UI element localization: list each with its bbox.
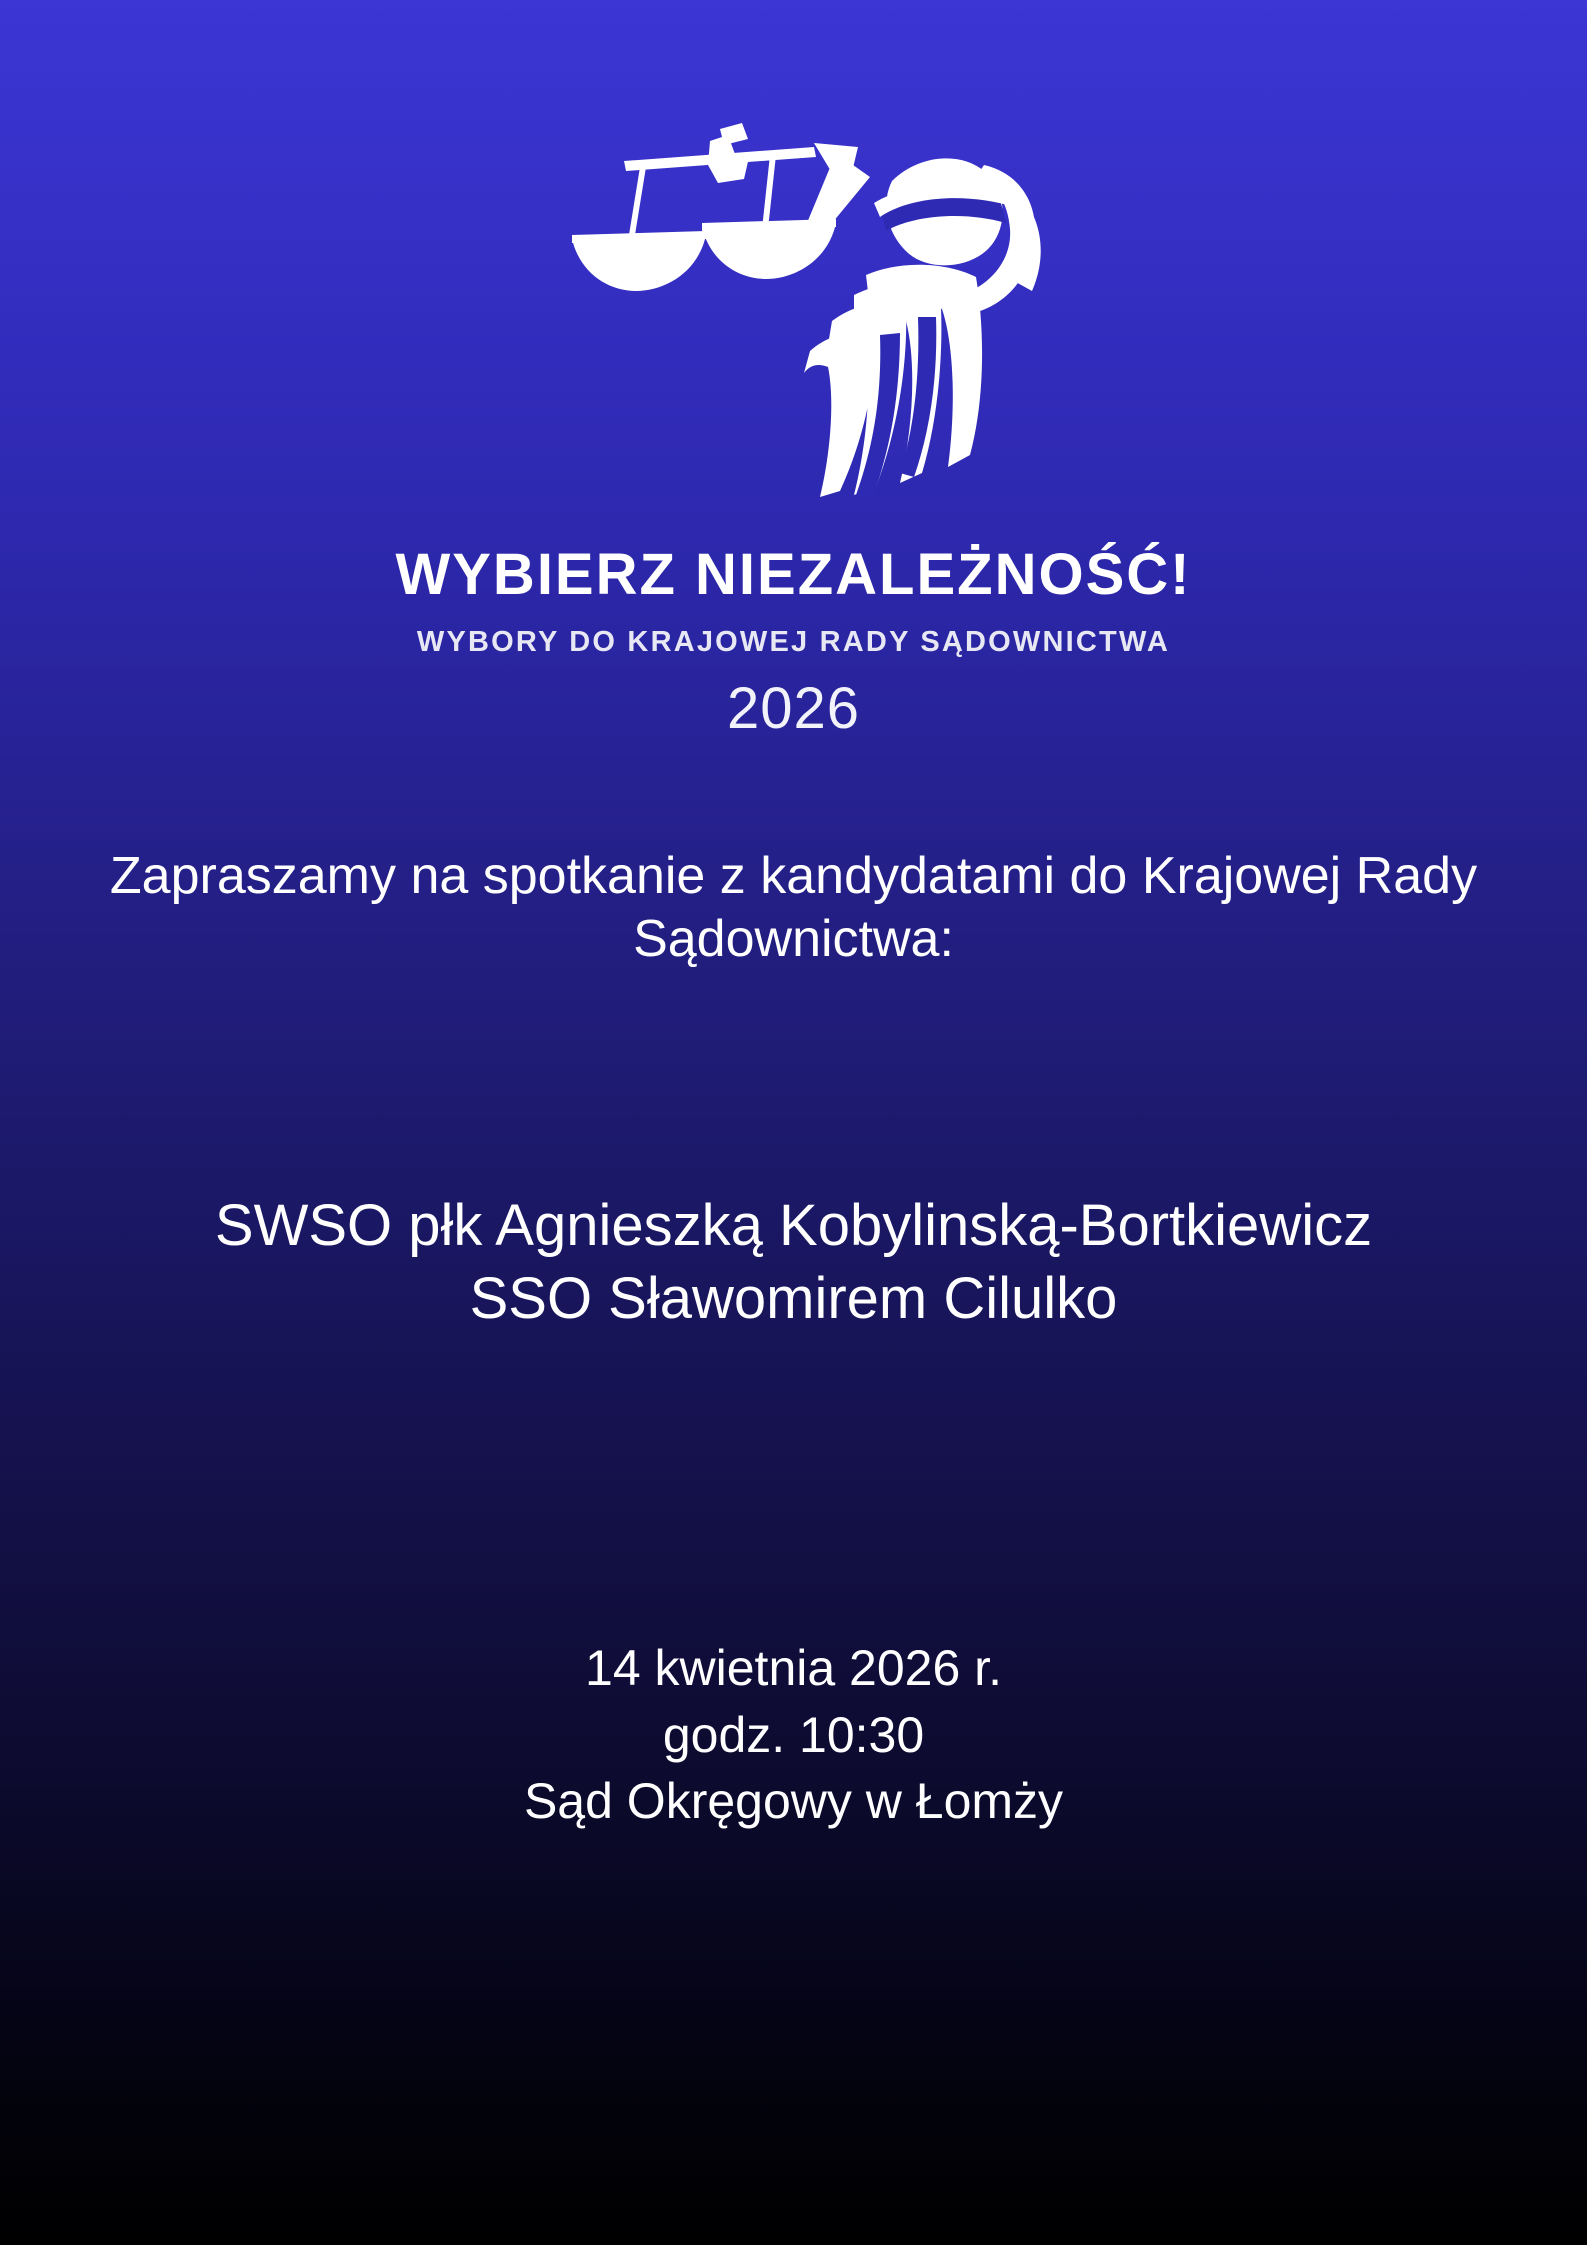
logo-title: WYBIERZ NIEZALEŻNOŚĆ! (395, 542, 1192, 607)
logo-block (0, 95, 1587, 742)
candidate-1: SWSO płk Agnieszką Kobylinską-Bortkiewicz (214, 1193, 1373, 1258)
event-place: Sąd Okręgowy w Łomży (523, 1773, 1064, 1829)
candidate-2: SSO Sławomirem Cilulko (469, 1265, 1118, 1331)
invitation-text (80, 845, 1507, 972)
event-date: 14 kwietnia 2026 r. (585, 1640, 1002, 1696)
invitation-line-2: Krajowej Rady Sądownictwa: (633, 847, 1478, 969)
event-details (80, 1635, 1507, 1835)
justice-scales-blindfolded-lady-icon (514, 95, 1074, 535)
candidates-list (30, 1190, 1557, 1335)
invitation-line-1: Zapraszamy na spotkanie z kandydatami do (109, 847, 1128, 905)
event-time: godz. 10:30 (662, 1706, 925, 1763)
logo-year: 2026 (726, 676, 861, 741)
logo-subtitle: WYBORY DO KRAJOWEJ RADY SĄDOWNICTWA (416, 626, 1171, 658)
